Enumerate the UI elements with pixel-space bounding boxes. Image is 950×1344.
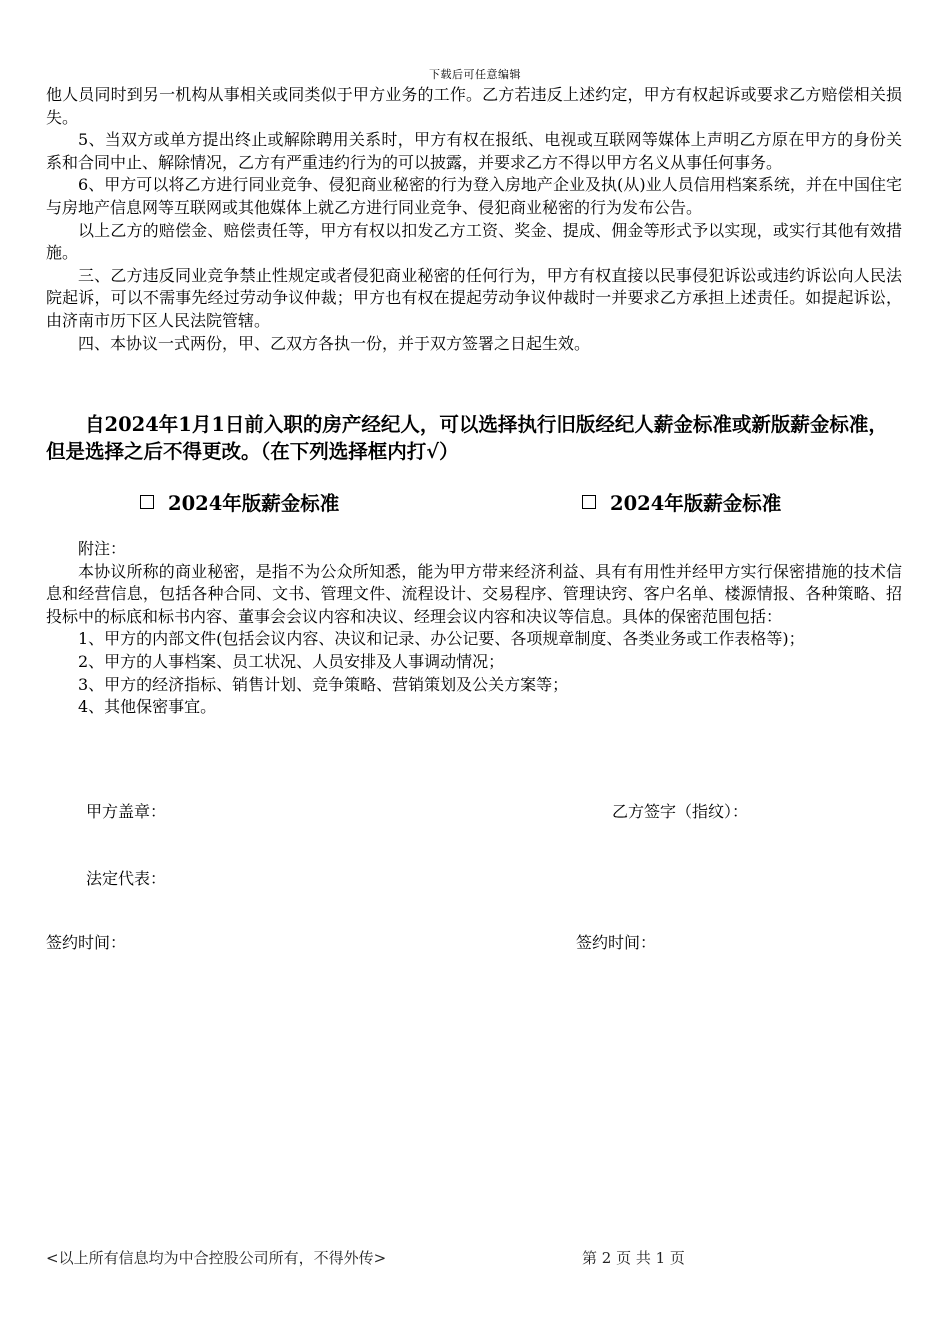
- sign-time-left-label: 签约时间：: [46, 933, 127, 952]
- legal-rep-label: 法定代表：: [86, 869, 167, 888]
- paragraph-compensation: 以上乙方的赔偿金、赔偿责任等，甲方有权以扣发乙方工资、奖金、提成、佣金等形式予以实现，或实行其他有效措施。: [46, 220, 902, 263]
- checkbox-icon[interactable]: [140, 495, 154, 509]
- salary-option-left-label: 2024年版薪金标准: [168, 492, 340, 515]
- agreement-body: [46, 84, 902, 355]
- salary-standard-notice: 自2024年1月1日前入职的房产经纪人，可以选择执行旧版经纪人薪金标准或新版薪金标准，但是选择之后不得更改。（在下列选择框内打√）: [46, 413, 888, 463]
- party-a-seal-label: 甲方盖章：: [86, 802, 167, 821]
- salary-option-right-label: 2024年版薪金标准: [610, 492, 782, 515]
- appendix-item-4: 4、其他保密事宜。: [78, 697, 217, 717]
- checkbox-icon[interactable]: [582, 495, 596, 509]
- paragraph-section-3: 三、乙方违反同业竞争禁止性规定或者侵犯商业秘密的任何行为，甲方有权直接以民事侵犯诉讼或违约诉讼向人民法院起诉，可以不需事先经过劳动争议仲裁；甲方也有权在提起劳动争议仲裁时一并要求乙方承担上述责任。如提起诉讼，由济南市历下区人民法院管辖。: [46, 265, 902, 330]
- paragraph-section-4: 四、本协议一式两份，甲、乙双方各执一份，并于双方签署之日起生效。: [78, 333, 591, 353]
- paragraph-continuation: 他人员同时到另一机构从事相关或同类似于甲方业务的工作。乙方若违反上述约定，甲方有权起诉或要求乙方赔偿相关损失。: [46, 85, 902, 127]
- appendix-section: [46, 538, 902, 719]
- header-note: 下载后可任意编辑: [429, 68, 521, 81]
- footer-confidential: <以上所有信息均为中合控股公司所有，不得外传>: [46, 1249, 387, 1267]
- party-b-sign-label: 乙方签字（指纹）：: [612, 802, 749, 821]
- footer-page-number: 第 2 页 共 1 页: [582, 1249, 685, 1267]
- salary-option-right[interactable]: [582, 488, 781, 516]
- appendix-item-3: 3、甲方的经济指标、销售计划、竞争策略、营销策划及公关方案等；: [78, 674, 569, 694]
- paragraph-clause-5: 5、当双方或单方提出终止或解除聘用关系时，甲方有权在报纸、电视或互联网等媒体上声明乙方原在甲方的身份关系和合同中止、解除情况，乙方有严重违约行为的可以披露，并要求乙方不得以甲方名义从事任何事务。: [46, 130, 902, 172]
- paragraph-clause-6: 6、甲方可以将乙方进行同业竞争、侵犯商业秘密的行为登入房地产企业及执(从)业人员信用档案系统，并在中国住宅与房地产信息网等互联网或其他媒体上就乙方进行同业竞争、侵犯商业秘密的行为发布公告。: [46, 175, 902, 217]
- appendix-title: 附注：: [78, 539, 127, 558]
- appendix-intro: 本协议所称的商业秘密，是指不为公众所知悉，能为甲方带来经济利益、具有有用性并经甲方实行保密措施的技术信息和经营信息，包括各种合同、文书、管理文件、流程设计、交易程序、管理诀窍、客户名单、楼源情报、各种策略、招投标中的标底和标书内容、董事会会议内容和决议、经理会议内容和决议等信息。具体的保密范围包括：: [46, 561, 902, 626]
- appendix-item-1: 1、甲方的内部文件(包括会议内容、决议和记录、办公记要、各项规章制度、各类业务或工作表格等)；: [78, 629, 805, 649]
- salary-option-left[interactable]: [140, 488, 339, 516]
- appendix-item-2: 2、甲方的人事档案、员工状况、人员安排及人事调动情况；: [78, 651, 505, 671]
- sign-time-right-label: 签约时间：: [576, 933, 657, 952]
